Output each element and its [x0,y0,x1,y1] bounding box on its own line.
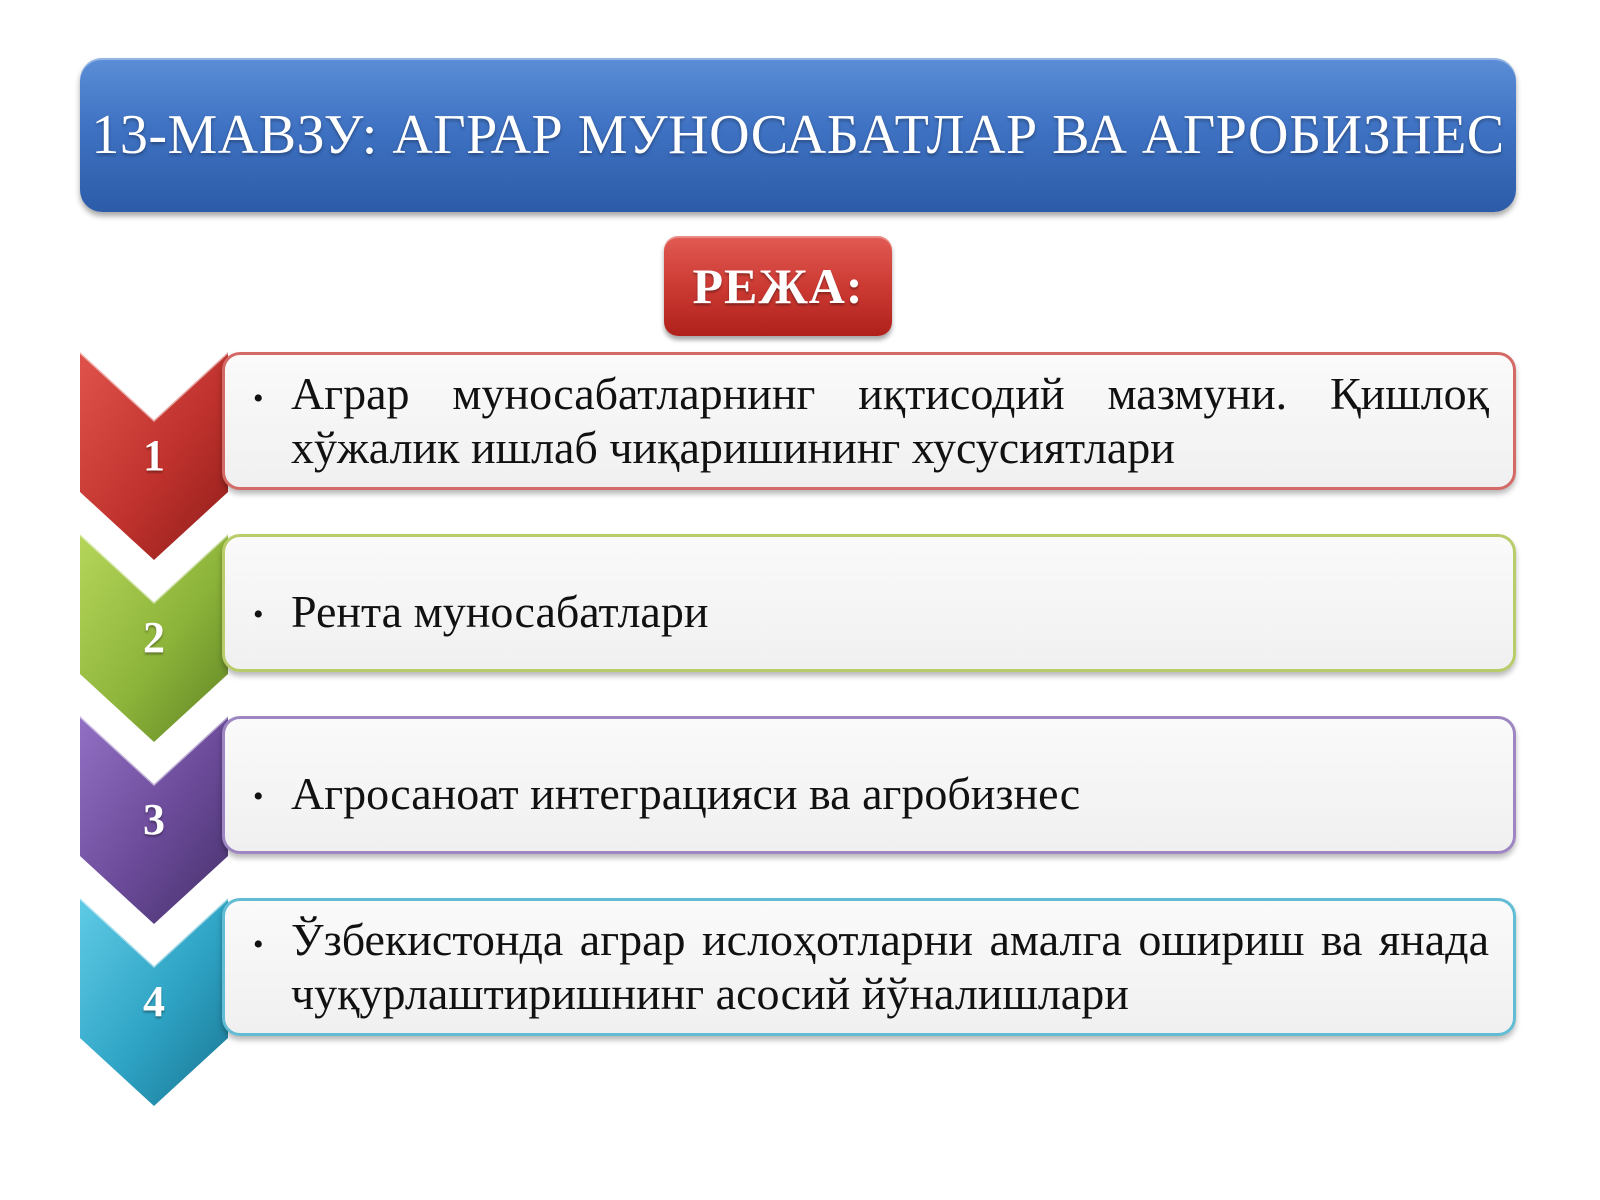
bullet-4: • [253,928,264,961]
bullet-3: • [253,780,264,813]
agenda-item-1 [0,352,1600,562]
bullet-1: • [253,382,264,415]
item-text-4: Ўзбекистонда аграр ислоҳотларни амалга ошириш ва янада чуқурлаштиришнинг асосий йўналишлари [291,914,1489,1019]
slide-title: 13-МАВЗУ: АГРАР МУНОСАБАТЛАР ВА АГРОБИЗНЕС [91,104,1505,166]
agenda-item-4 [0,898,1600,1108]
item-text-1: Аграр муносабатларнинг иқтисодий мазмуни. Қишлоқ хўжалик ишлаб чиқаришининг хусусиятлари [291,368,1489,473]
item-number-4: 4 [143,977,165,1026]
item-box-4 [222,898,1516,1036]
agenda-item-2 [0,534,1600,744]
plan-label: РЕЖА: [692,258,864,314]
agenda-item-3 [0,716,1600,926]
bullet-2: • [253,598,264,631]
item-box-1 [222,352,1516,490]
item-number-3: 3 [143,795,165,844]
title-banner [80,58,1516,212]
plan-badge [664,236,892,336]
item-box-2 [222,534,1516,672]
item-text-2: Рента муносабатлари [291,586,709,637]
item-number-2: 2 [143,613,165,662]
item-box-3 [222,716,1516,854]
item-text-3: Агросаноат интеграцияси ва агробизнес [291,768,1081,819]
item-number-1: 1 [143,431,165,480]
